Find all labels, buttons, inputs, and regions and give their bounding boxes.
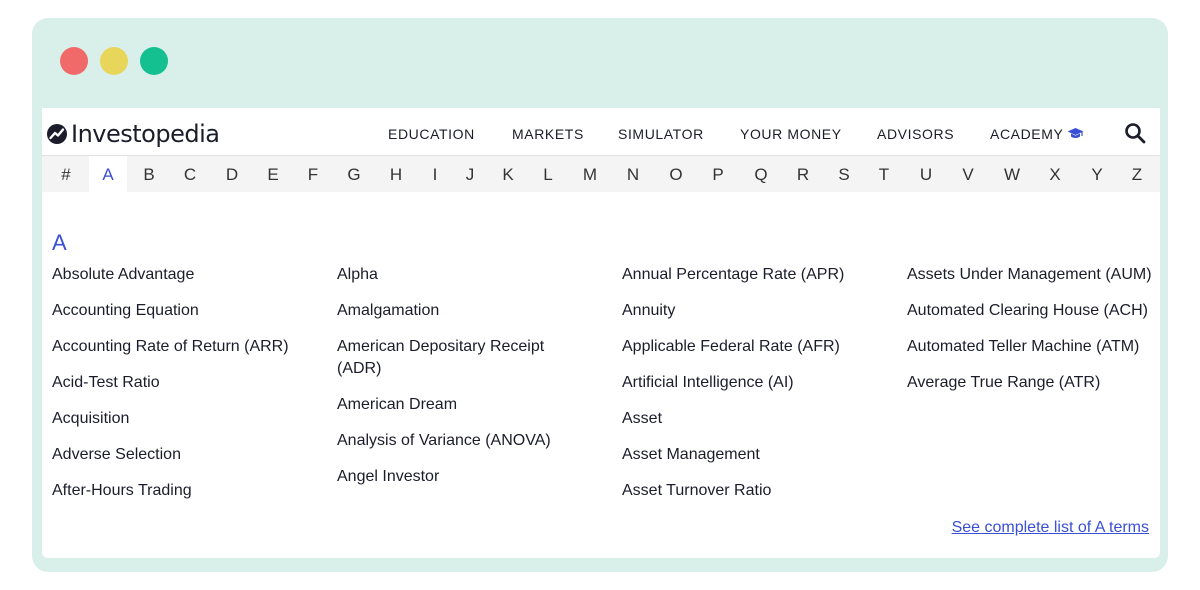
page-content [42,108,1160,558]
letter-u[interactable]: U [919,165,933,184]
term-link[interactable]: Alpha [337,266,378,283]
terms-column-4 [907,264,1152,408]
term-link[interactable]: Amalgamation [337,302,440,319]
site-header [42,108,1160,156]
letter-q[interactable]: Q [754,165,768,184]
term-link[interactable]: Annual Percentage Rate (APR) [622,266,845,283]
letter-x[interactable]: X [1049,165,1061,184]
graduation-cap-icon [1067,127,1084,140]
letter-w[interactable]: W [1003,165,1021,184]
maximize-window-button[interactable] [140,47,168,75]
letter-b[interactable]: B [143,165,155,184]
term-link[interactable]: Artificial Intelligence (AI) [622,374,794,391]
letter-d[interactable]: D [225,165,239,184]
close-window-button[interactable] [60,47,88,75]
alphabet-bar [42,156,1160,192]
letter-i[interactable]: I [432,165,438,184]
nav-advisors[interactable]: ADVISORS [877,126,955,142]
letter-v[interactable]: V [962,165,974,184]
letter-e[interactable]: E [267,165,279,184]
letter-s[interactable]: S [838,165,850,184]
term-link[interactable]: Automated Teller Machine (ATM) [907,338,1140,355]
term-link[interactable]: Angel Investor [337,468,440,485]
term-link[interactable]: Annuity [622,302,676,319]
term-link[interactable]: Applicable Federal Rate (AFR) [622,338,840,355]
letter-m[interactable]: M [582,165,598,184]
term-link[interactable]: Automated Clearing House (ACH) [907,302,1148,319]
term-link[interactable]: Analysis of Variance (ANOVA) [337,432,551,449]
term-link[interactable]: Accounting Rate of Return (ARR) [52,338,289,355]
term-link[interactable]: Adverse Selection [52,446,181,463]
letter-z[interactable]: Z [1131,165,1143,184]
nav-education[interactable]: EDUCATION [388,126,475,142]
letter-a[interactable]: A [89,156,127,192]
minimize-window-button[interactable] [100,47,128,75]
term-link[interactable]: American Dream [337,396,458,413]
letter-t[interactable]: T [878,165,890,184]
letter-j[interactable]: J [465,165,475,184]
nav-academy-label: ACADEMY [990,126,1064,142]
logo-text: Investopedia [71,120,220,148]
letter-n[interactable]: N [626,165,640,184]
term-link[interactable]: Acquisition [52,410,130,427]
term-link[interactable]: Asset Turnover Ratio [622,482,772,499]
letter-c[interactable]: C [183,165,197,184]
term-link[interactable]: After-Hours Trading [52,482,192,499]
main-nav [42,126,1160,146]
terms-column-3 [622,264,872,516]
nav-your-money[interactable]: YOUR MONEY [740,126,842,142]
term-link[interactable]: Average True Range (ATR) [907,374,1101,391]
search-button[interactable] [1124,122,1146,149]
term-link[interactable]: American Depositary Receipt (ADR) [337,338,545,377]
letter-y[interactable]: Y [1091,165,1103,184]
nav-simulator[interactable]: SIMULATOR [618,126,704,142]
term-link[interactable]: Asset [622,410,663,427]
letter-o[interactable]: O [669,165,683,184]
nav-academy[interactable] [990,126,1084,142]
term-link[interactable]: Asset Management [622,446,760,463]
terms-column-1 [52,264,302,516]
letter-r[interactable]: R [796,165,810,184]
term-link[interactable]: Assets Under Management (AUM) [907,266,1152,283]
term-link[interactable]: Accounting Equation [52,302,199,319]
terms-column-2 [337,264,587,502]
letter-p[interactable]: P [712,165,724,184]
letter-l[interactable]: L [543,165,553,184]
see-complete-list-link[interactable]: See complete list of A terms [951,519,1149,536]
letter-k[interactable]: K [502,165,514,184]
letter-h[interactable]: H [389,165,403,184]
section-heading: A [52,230,67,255]
term-link[interactable]: Absolute Advantage [52,266,195,283]
letter-g[interactable]: G [347,165,361,184]
letter-hash[interactable]: # [61,165,71,184]
search-icon [1124,122,1146,144]
term-link[interactable]: Acid-Test Ratio [52,374,160,391]
browser-window [32,18,1168,572]
nav-markets[interactable]: MARKETS [512,126,584,142]
letter-f[interactable]: F [307,165,319,184]
